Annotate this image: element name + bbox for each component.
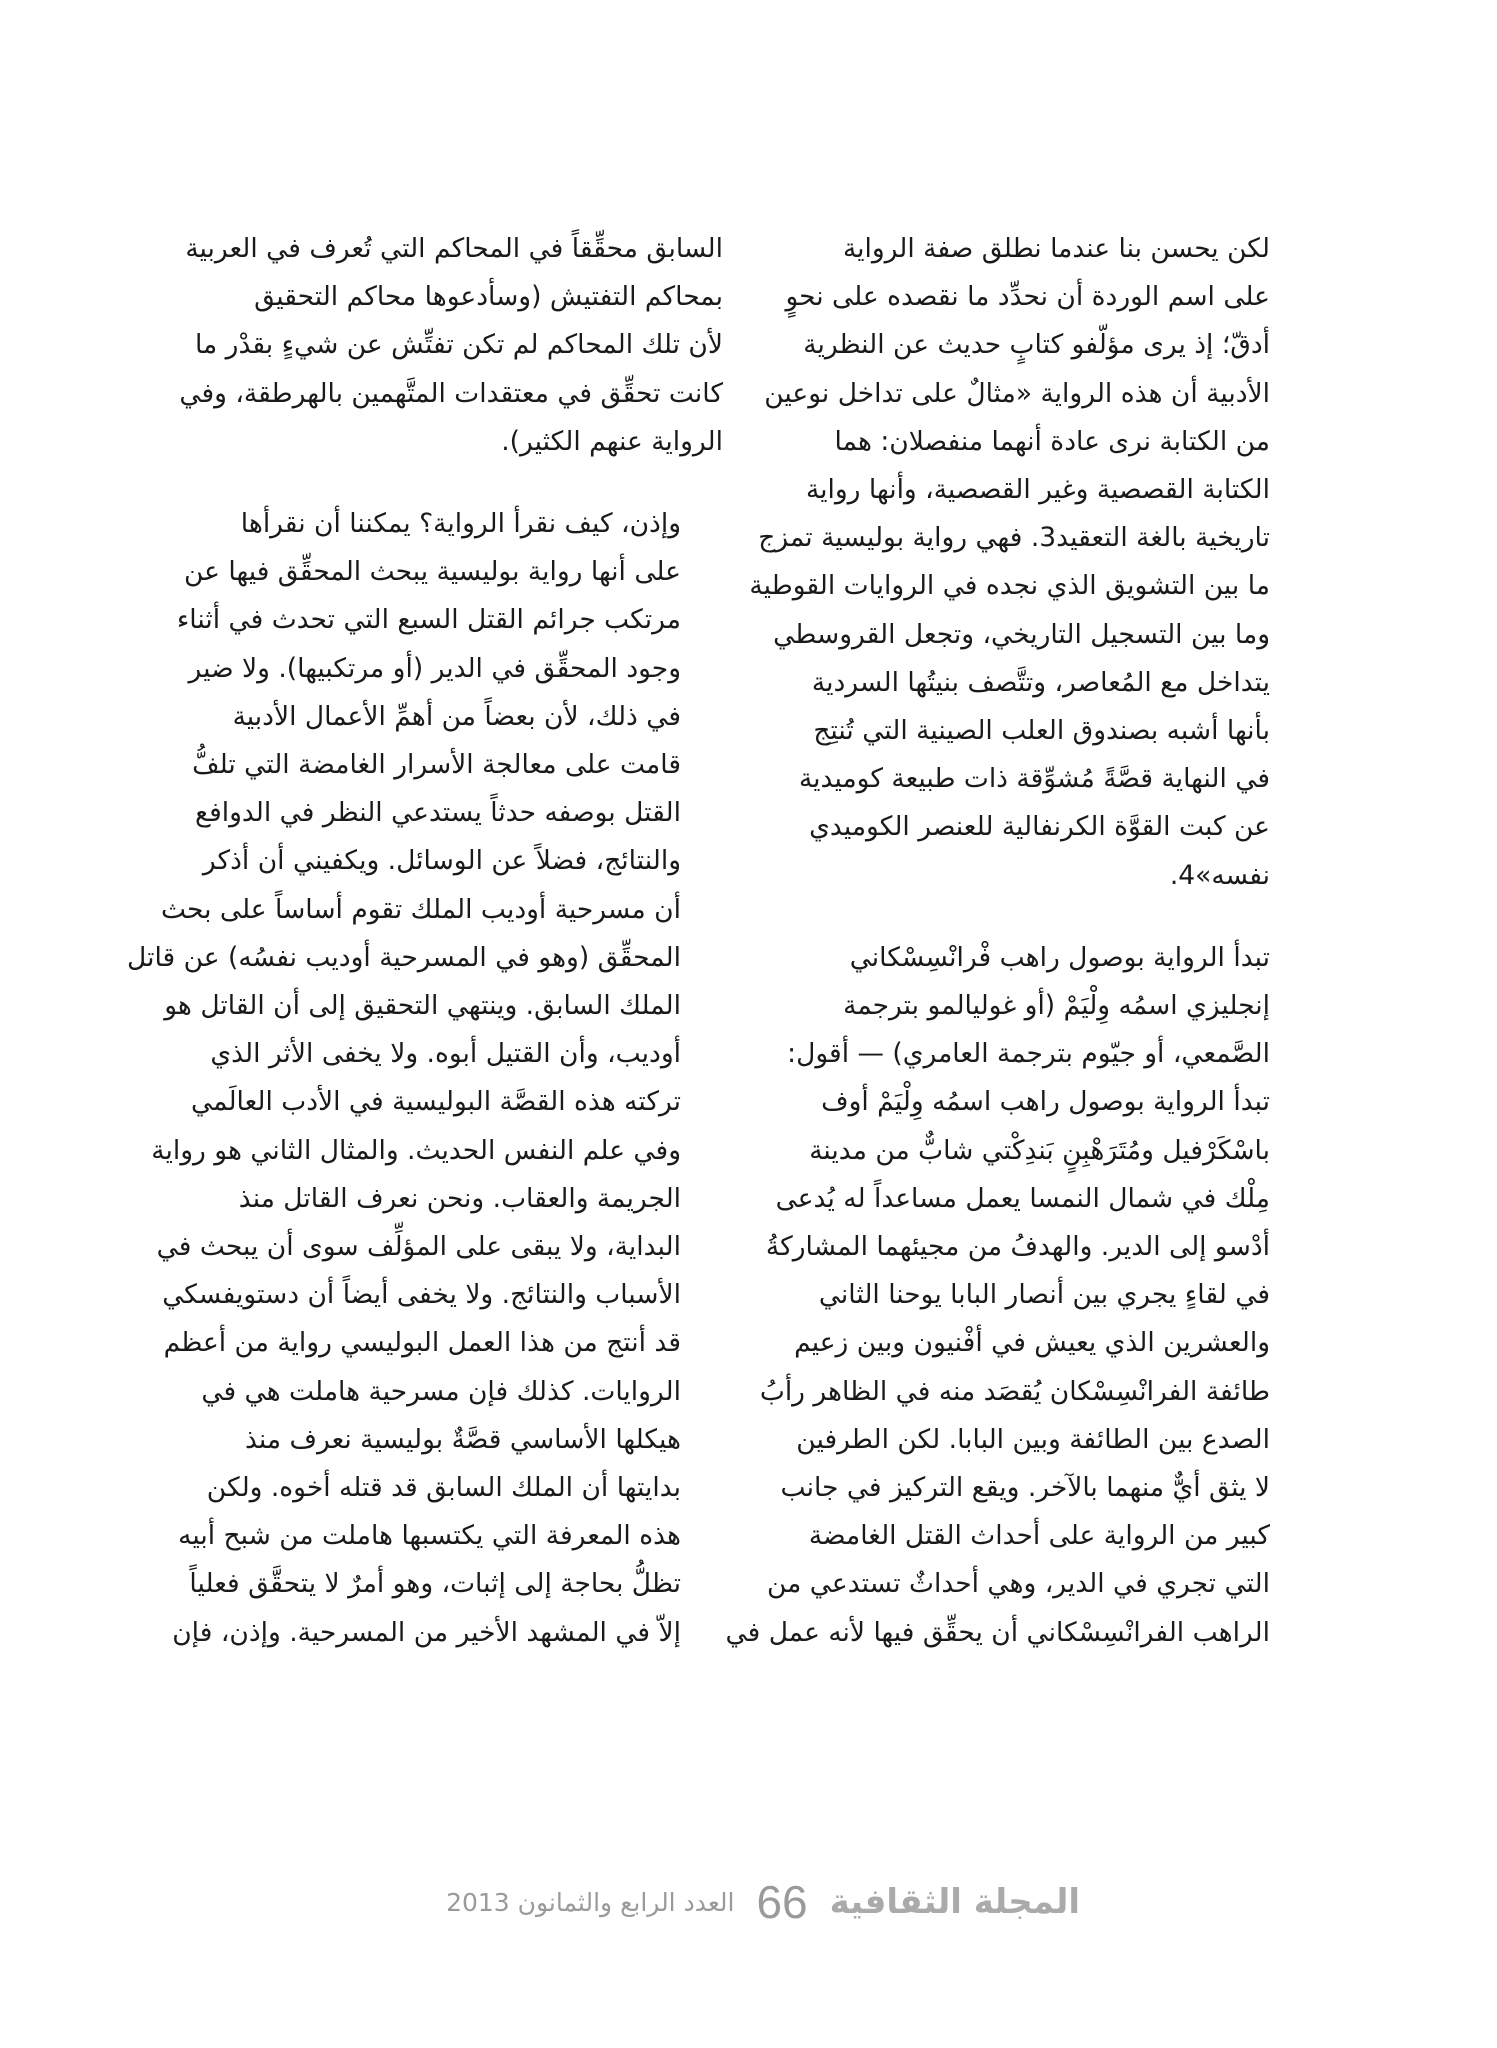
text-line: الروايات. كذلك فإن مسرحية هاملت هي في [201,1375,681,1407]
text-line: وما بين التسجيل التاريخي، وتجعل القروسطي [773,618,1270,650]
text-line: الكتابة القصصية وغير القصصية، وأنها رواية [805,474,1270,506]
text-line: أن مسرحية أوديب الملك تقوم أساساً على بحث [160,893,681,925]
text-line: مرتكب جرائم القتل السبع التي تحدث في أثناء [176,604,681,636]
text-line: عن كبت القوَّة الكرنفالية للعنصر الكوميدي [809,811,1270,843]
text-line: والعشرين الذي يعيش في أفْنيون وبين زعيم [794,1327,1270,1359]
text-line: مِلْك في شمال النمسا يعمل مساعداً له يُدعى [775,1182,1270,1214]
text-line: التي تجري في الدير، وهي أحداثٌ تستدعي من [767,1568,1270,1600]
text-line: هيكلها الأساسي قصَّةٌ بوليسية نعرف منذ [244,1423,681,1455]
text-line: على أنها رواية بوليسية يبحث المحقِّق فيها عن [184,556,681,588]
right-column [725,225,1312,1657]
text-line: بأنها أشبه بصندوق العلب الصينية التي تُنتِج [813,715,1270,747]
text-line: تاريخية بالغة التعقيد3. فهي رواية بوليسية تمزج [758,522,1270,554]
text-line: وإذن، كيف نقرأ الرواية؟ يمكننا أن نقرأها [240,508,681,540]
text-line: ما بين التشويق الذي نجده في الروايات القوطية [749,570,1270,602]
text-line: الأسباب والنتائج. ولا يخفى أيضاً أن دستويفسكي [162,1279,681,1311]
text-line: كبير من الرواية على أحداث القتل الغامضة [808,1520,1270,1552]
text-line: تظلُّ بحاجة إلى إثبات، وهو أمرٌ لا يتحقَّق فعلياً [189,1568,681,1600]
text-line: من الكتابة نرى عادة أنهما منفصلان: هما [834,425,1270,457]
text-line: الصدع بين الطائفة وبين البابا. لكن الطرفين [796,1423,1270,1455]
text-line: تركته هذه القصَّة البوليسية في الأدب العالَمي [191,1086,681,1118]
text-line: السابق محقِّقاً في المحاكم التي تُعرف في العربية [185,233,723,264]
text-line: الملك السابق. وينتهي التحقيق إلى أن القاتل هو [164,990,681,1022]
text-line: نفسه»4. [1169,859,1270,891]
text-line: تبدأ الرواية بوصول راهب فْرانْسِسْكاني [849,941,1270,973]
text-line: والنتائج، فضلاً عن الوسائل. ويكفيني أن أذكر [202,845,681,877]
text-line: لا يثق أيٌّ منهما بالآخر. ويقع التركيز في جانب [780,1472,1270,1504]
page-number: 66 [756,1876,808,1928]
text-line: في لقاءٍ يجري بين أنصار البابا يوحنا الثاني [818,1279,1270,1311]
text-line: تبدأ الرواية بوصول راهب اسمُه وِلْيَمْ أوف [821,1086,1270,1118]
text-line: يتداخل مع المُعاصر، وتتَّصف بنيتُها السردية [811,666,1270,698]
paragraph [749,225,1312,900]
text-line: على اسم الوردة أن نحدِّد ما نقصده على نحوٍ [785,281,1270,313]
text-line: أدقّ؛ إذ يرى مؤلّفو كتابٍ حديث عن النظرية [803,329,1270,361]
text-line: وفي علم النفس الحديث. والمثال الثاني هو رواية [151,1134,681,1166]
text-line: أدْسو إلى الدير. والهدفُ من مجيئهما المشاركةُ [765,1231,1270,1263]
paragraph [127,500,723,1657]
text-line: باسْكَرْفيل ومُتَرَهْبِنٍ بَندِكْتي شابٌّ من مدينة [809,1134,1270,1166]
text-line: في النهاية قصَّةً مُشوِّقة ذات طبيعة كوميدية [798,763,1270,795]
text-line: القتل بوصفه حدثاً يستدعي النظر في الدوافع [194,797,681,829]
text-line: إنجليزي اسمُه وِلْيَمْ (أو غوليالمو بترجمة [843,990,1270,1022]
text-line: لأن تلك المحاكم لم تكن تفتِّش عن شيءٍ بقدْر ما [194,329,723,361]
text-line: كانت تحقِّق في معتقدات المتَّهمين بالهرطقة، وفي [179,377,723,409]
text-line: الراهب الفرانْسِسْكاني أن يحقِّق فيها لأنه عمل في [725,1616,1270,1648]
text-line: هذه المعرفة التي يكتسبها هاملت من شبح أبيه [178,1520,681,1552]
text-line: أوديب، وأن القتيل أبوه. ولا يخفى الأثر الذي [210,1038,681,1070]
text-line: طائفة الفرانْسِسْكان يُقصَد منه في الظاهر رأبُ [759,1375,1270,1407]
paragraph [725,934,1312,1657]
text-line: الرواية عنهم الكثير). [501,425,723,457]
text-line: وجود المحقِّق في الدير (أو مرتكبيها). ولا ضير [188,652,681,684]
magazine-logo: المجلة الثقافية [829,1882,1080,1922]
text-line: لكن يحسن بنا عندما نطلق صفة الرواية [842,233,1270,264]
text-line: الجريمة والعقاب. ونحن نعرف القاتل منذ [238,1182,681,1214]
text-line: إلاّ في المشهد الأخير من المسرحية. وإذن، فإن [172,1616,681,1648]
page-footer [440,1872,1080,1932]
paragraph [179,225,723,466]
text-line: الأدبية أن هذه الرواية «مثالٌ على تداخل نوعين [764,377,1270,409]
text-line: قامت على معالجة الأسرار الغامضة التي تلفُّ [192,749,681,781]
text-line: في ذلك، لأن بعضاً من أهمِّ الأعمال الأدبية [232,700,681,732]
text-line: بمحاكم التفتيش (وسأدعوها محاكم التحقيق [254,281,723,313]
text-line: بدايتها أن الملك السابق قد قتله أخوه. ولكن [206,1472,681,1504]
text-line: المحقِّق (وهو في المسرحية أوديب نفسُه) عن قاتل [127,941,681,973]
text-line: قد أنتج من هذا العمل البوليسي رواية من أعظم [163,1327,681,1359]
text-line: الصَّمعي، أو جيّوم بترجمة العامري) — أقول: [787,1038,1270,1070]
left-column [127,225,723,1657]
text-line: البداية، ولا يبقى على المؤلِّف سوى أن يبحث في [156,1231,681,1263]
issue-label: العدد الرابع والثمانون 2013 [446,1887,735,1917]
